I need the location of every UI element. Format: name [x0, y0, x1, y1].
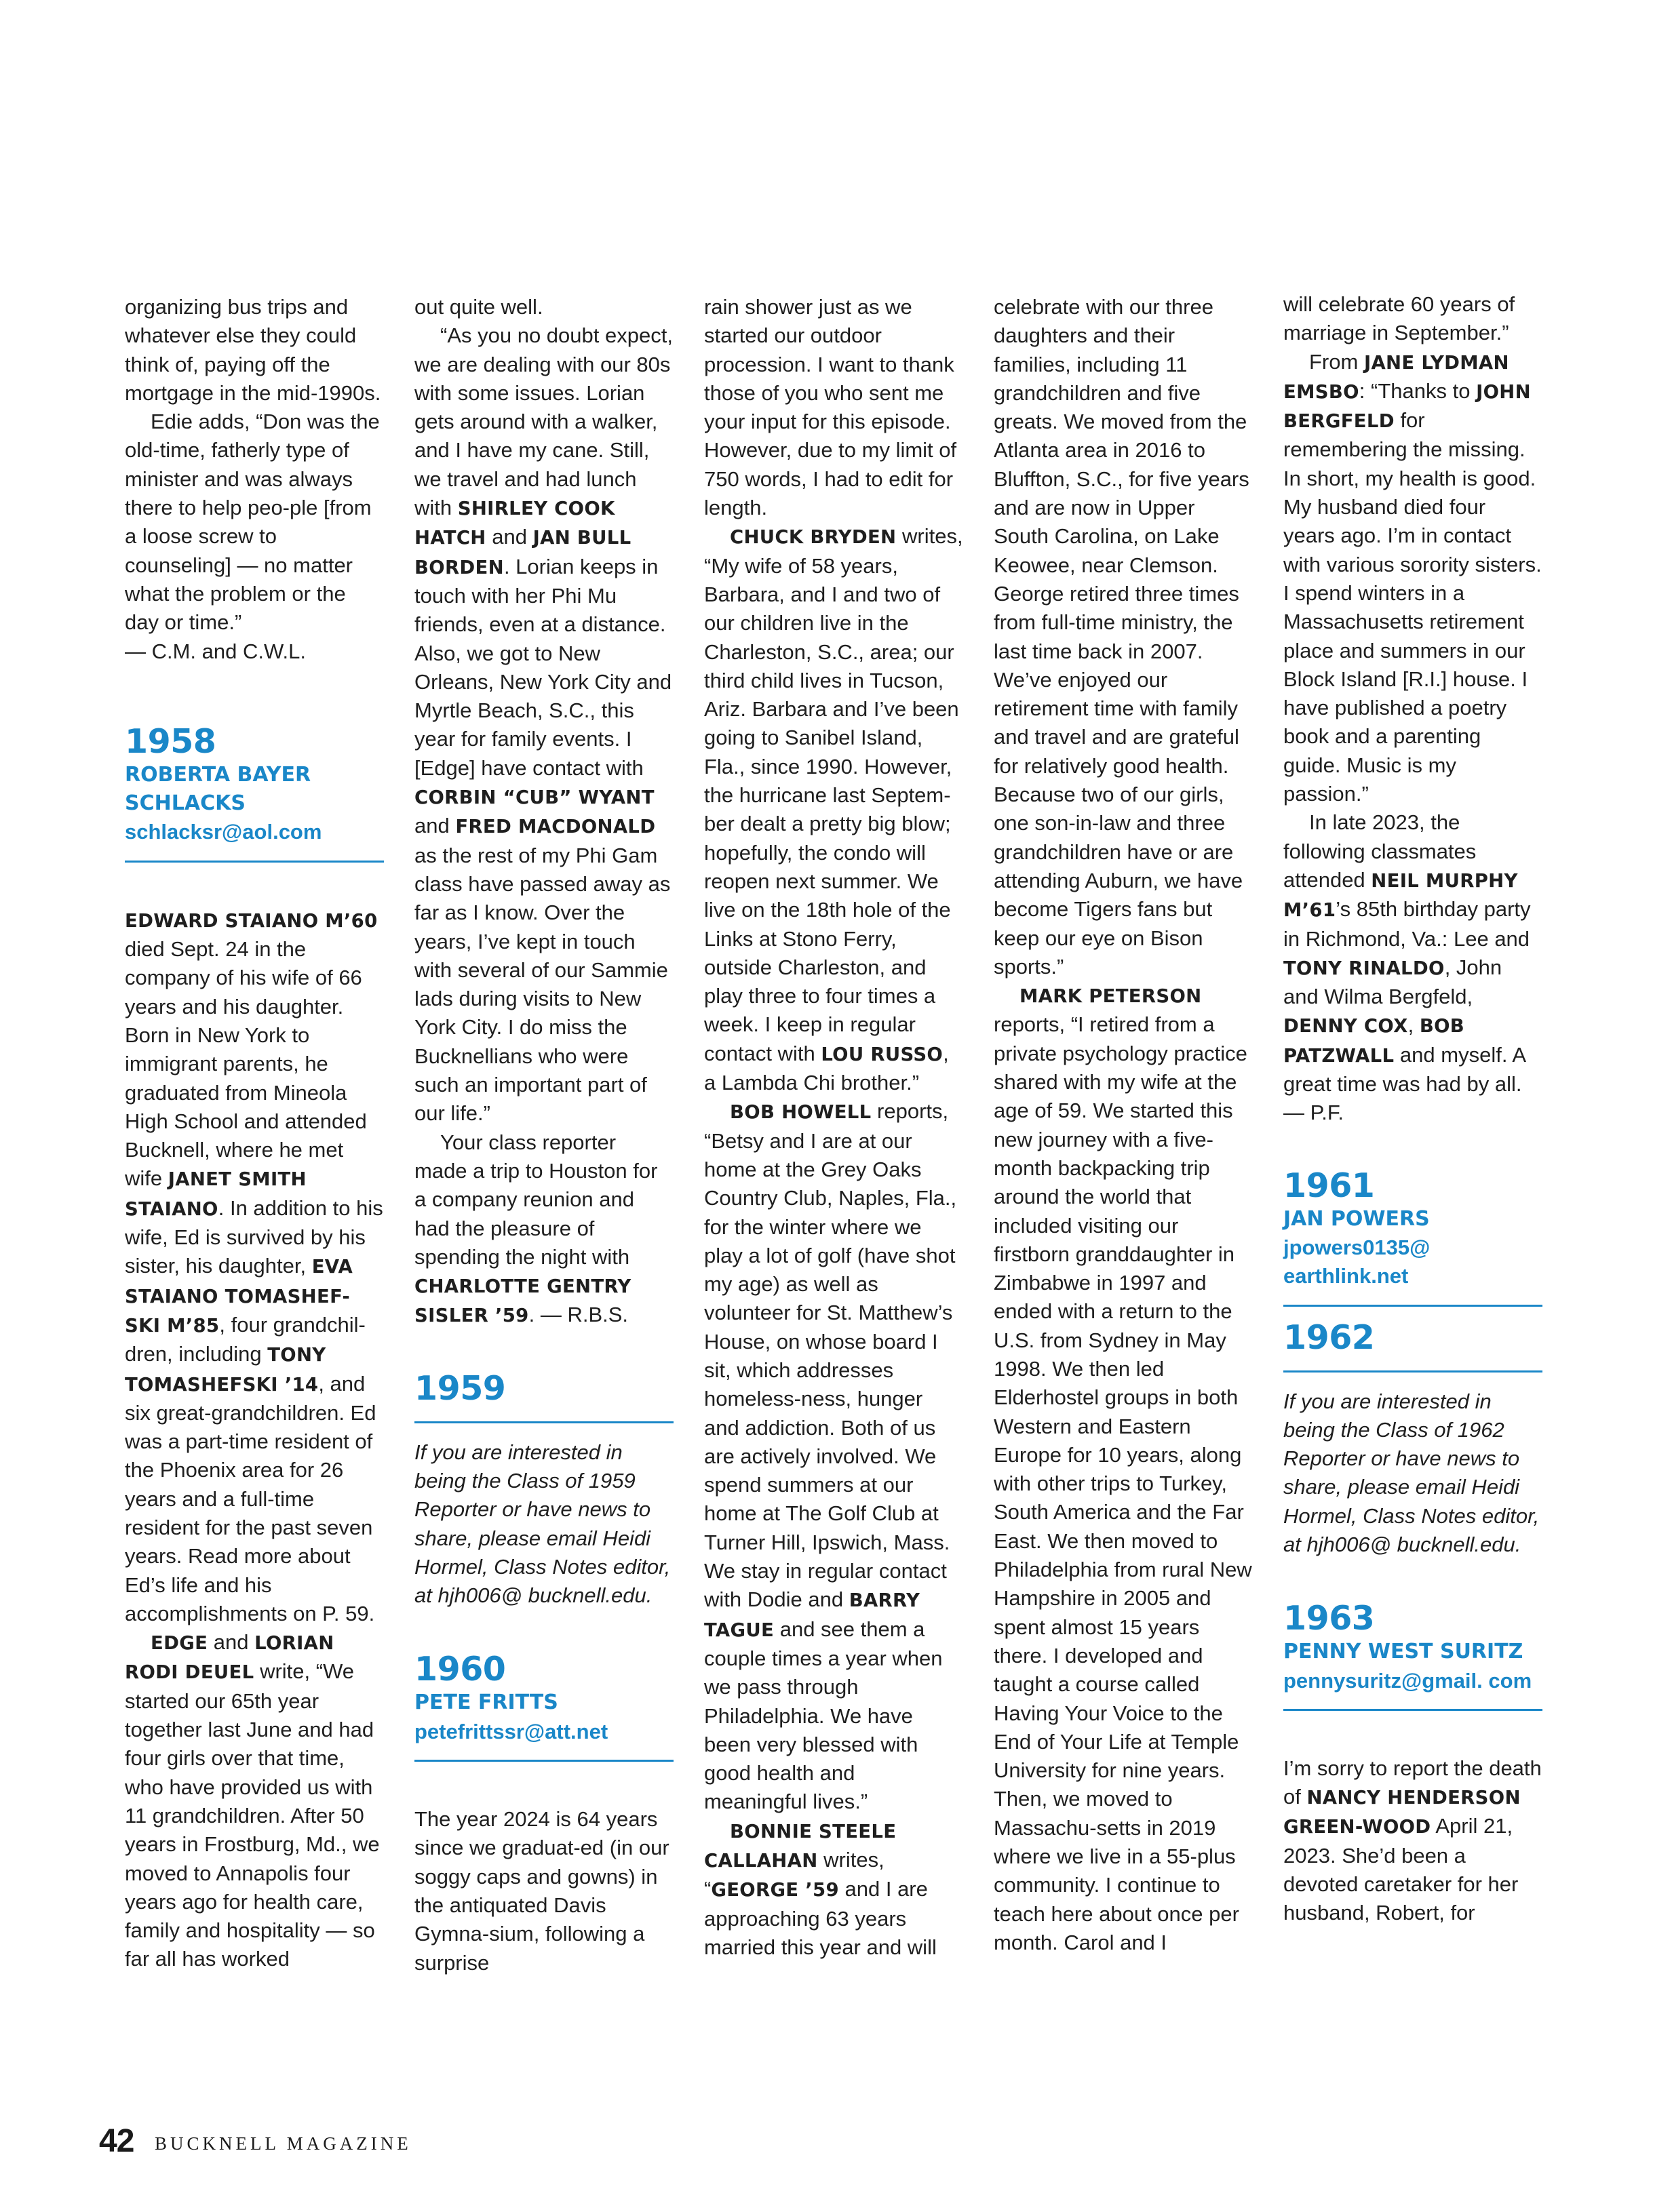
class-reporter-email[interactable]: petefrittssr@att.net: [414, 1719, 608, 1743]
classmate-name: GEORGE ’59: [711, 1879, 839, 1901]
column-2: [414, 293, 674, 1977]
class-note: MARK PETERSON reports, “I retired from a private psychology practice shared with my wife at the age of 59. We started this new journey with a five-month backpacking trip around the world that included visiting our firstborn granddaughter in Zimbabwe in 1997 and ended with a return to the U.S. from Sydney in May 1998. We then led Elderhostel groups in both Western and Eastern Europe for 10 years, along with other trips to Turkey, South America and the Far East. We then moved to Philadelphia from rural New Hampshire in 2005 and spent almost 15 years there. I developed and taught a course called Having Your Voice to the End of Your Life at Temple University for nine years. Then, we moved to Massachu-setts in 2019 where we live in a 55-plus community. I continue to teach here about once per month. Carol and I: [994, 985, 1252, 1954]
class-reporter-name: PENNY WEST SURITZ: [1283, 1640, 1523, 1664]
classmate-name: BONNIE STEELE CALLAHAN: [704, 1820, 897, 1872]
class-year-heading: 1959: [414, 1368, 506, 1408]
class-note: BONNIE STEELE CALLAHAN writes, “GEORGE ’59 and I are approaching 63 years married this year and will: [704, 1820, 937, 1959]
classmate-name: FRED MACDONALD: [455, 816, 656, 838]
classmate-name: NEIL MURPHY M’61: [1283, 869, 1518, 922]
paragraph: celebrate with our three daughters and their families, including 11 grandchildren and five greats. We moved from the Atlanta area in 2016 to Bluffton, S.C., for five years and are now in Upper South Carolina, on Lake Keowee, near Clemson. George retired three times from full-time ministry, the last time back in 2007. We’ve enjoyed our retirement time with family and travel and are grateful for relatively good health. Because two of our girls, one son-in-law and three grandchildren have or are attending Auburn, we have become Tigers fans but keep our eye on Bison sports.”: [994, 295, 1249, 979]
class-note: In late 2023, the following classmates attended NEIL MURPHY M’61’s 85th birthday party in Richmond, Va.: Lee and TONY RINALDO, John and Wilma Bergfeld, DENNY COX, BOB PATZWALL and myself. A great time was had by all. — P.F.: [1283, 810, 1531, 1125]
classmate-name: LOU RUSSO: [821, 1043, 944, 1065]
classmate-name: BOB HOWELL: [730, 1101, 872, 1124]
classmate-name: BOB PATZWALL: [1283, 1015, 1465, 1067]
class-note: CHUCK BRYDEN writes, “My wife of 58 years, Barbara, and I and two of our children live in the Charleston, S.C., area; our third child lives in Tucson, Ariz. Barbara and I’ve been going to Sanibel Island, Fla., since 1990. However, the hurricane last Septem-ber dealt a pretty big blow; hopefully, the condo will reopen next summer. We live on the 18th hole of the Links at Stono Ferry, outside Charleston, and play three to four times a week. I keep in regular contact with LOU RUSSO, a Lambda Chi brother.”: [704, 524, 963, 1095]
class-note: Your class reporter made a trip to Houston for a company reunion and had the pleasure of spending the night with CHARLOTTE GENTRY SISLER ’59. — R.B.S.: [414, 1130, 658, 1327]
class-note: “As you no doubt expect, we are dealing with our 80s with some issues. Lorian gets around with a walker, and I have my cane. Still, we travel and had lunch with SHIRLEY COOK HATCH and JAN BULL BORDEN. Lorian keeps in touch with her Phi Mu friends, even at a distance. Also, we got to New Orleans, New York City and Myrtle Beach, S.C., this year for family events. I [Edge] have contact with CORBIN “CUB” WYANT and FRED MACDONALD as the rest of my Phi Gam class have passed away as far as I know. Over the years, I’ve kept in touch with several of our Sammie lads during visits to New York City. I do miss the Bucknellians who were such an important part of our life.”: [414, 323, 673, 1126]
classmate-name: TONY RINALDO: [1283, 957, 1445, 979]
class-year-heading: 1961: [1283, 1166, 1375, 1205]
classmate-name: JOHN BERGFELD: [1283, 380, 1531, 433]
page-number: 42: [99, 2123, 134, 2159]
class-reporter-name: JAN POWERS: [1283, 1206, 1430, 1231]
class-note: EDWARD STAIANO M’60 died Sept. 24 in the company of his wife of 66 years and his daughter. Born in New York to immigrant parents, he graduated from Mineola High School and attended Bucknell, where he met wife JANET SMITH STAIANO. In addition to his wife, Ed is survived by his sister, his daughter, EVA STAIANO TOMASHEF-SKI M’85, four grandchil-dren, including TONY TOMASHEFSKI ’14, and six great-grandchildren. Ed was a part-time resident of the Phoenix area for 26 years and a full-time resident for the past seven years. Read more about Ed’s life and his accomplishments on P. 59.: [125, 909, 383, 1625]
classmate-name: TONY TOMASHEFSKI ’14: [125, 1344, 326, 1396]
column-3: [704, 293, 963, 1962]
class-reporter-email[interactable]: jpowers0135@ earthlink.net: [1283, 1235, 1431, 1288]
classmate-name: NANCY HENDERSON GREEN-WOOD: [1283, 1787, 1521, 1838]
classmate-name: JANE LYDMAN EMSBO: [1283, 351, 1509, 403]
classmate-name: JANET SMITH STAIANO: [125, 1168, 307, 1220]
class-note: I’m sorry to report the death of NANCY HENDERSON GREEN-WOOD April 21, 2023. She’d been a devoted caretaker for her husband, Robert, for: [1283, 1756, 1542, 1925]
class-year-heading: 1960: [414, 1650, 506, 1689]
classmate-name: SHIRLEY COOK HATCH: [414, 498, 615, 549]
magazine-name: BUCKNELL MAGAZINE: [155, 2133, 412, 2154]
class-note: EDGE and LORIAN RODI DEUEL write, “We started our 65th year together last June and had four girls over that time, who have provided us with 11 grandchildren. After 50 years in Frostburg, Md., we moved to Annapolis four years ago for health care, family and hospitality — so far all has worked: [125, 1630, 380, 1971]
column-4: [994, 293, 1253, 1957]
class-reporter-email[interactable]: schlacksr@aol.com: [125, 820, 322, 844]
classmate-name: EDWARD STAIANO M’60: [125, 909, 378, 932]
class-year-heading: 1963: [1283, 1599, 1375, 1638]
classmate-name: MARK PETERSON: [1019, 985, 1202, 1008]
class-reporter-notice: If you are interested in being the Class of 1959 Reporter or have news to share, please email Heidi Hormel, Class Notes editor, at hjh006@ bucknell.edu.: [414, 1440, 671, 1608]
class-reporter-name: PETE FRITTS: [414, 1691, 558, 1715]
classmate-name: DENNY COX: [1283, 1015, 1408, 1038]
class-year-heading: 1962: [1283, 1318, 1375, 1357]
paragraph: The year 2024 is 64 years since we graduat-ed (in our soggy caps and gowns) in the antiquated Davis Gymna-sium, following a surprise: [414, 1807, 669, 1975]
classmate-name: JAN BULL BORDEN: [414, 527, 631, 578]
class-year-heading: 1958: [125, 722, 216, 761]
column-1: [125, 293, 384, 1974]
classmate-name: BARRY TAGUE: [704, 1589, 920, 1641]
classmate-name: LORIAN RODI DEUEL: [125, 1632, 334, 1684]
paragraph: will celebrate 60 years of marriage in September.”: [1283, 292, 1515, 345]
classmate-name: EVA STAIANO TOMASHEF-SKI M’85: [125, 1256, 353, 1337]
paragraph: rain shower just as we started our outdoor procession. I want to thank those of you who sent me your input for this episode. However, due to my limit of 750 words, I had to edit for length.: [704, 295, 957, 520]
class-reporter-notice: If you are interested in being the Class of 1962 Reporter or have news to share, please email Heidi Hormel, Class Notes editor, at hjh006@ bucknell.edu.: [1283, 1389, 1540, 1556]
column-5: [1283, 290, 1542, 1928]
class-reporter-email[interactable]: pennysuritz@gmail. com: [1283, 1668, 1532, 1693]
signature: — C.M. and C.W.L.: [125, 639, 307, 663]
class-note: From JANE LYDMAN EMSBO: “Thanks to JOHN BERGFELD for remembering the missing. In short, my health is good. My husband died four years ago. I’m in contact with various sorority sisters. I spend winters in a Massachusetts retirement place and summers in our Block Island [R.I.] house. I have published a poetry book and a parenting guide. Music is my passion.”: [1283, 349, 1542, 806]
paragraph: Edie adds, “Don was the old-time, fatherly type of minister and was always there to help peo-ple [from a loose screw to counseling] — no matter what the problem or the day or time.”: [125, 410, 380, 635]
classmate-name: CHARLOTTE GENTRY SISLER ’59: [414, 1276, 631, 1327]
paragraph: organizing bus trips and whatever else they could think of, paying off the mortgage in the mid-1990s.: [125, 295, 381, 405]
paragraph: out quite well.: [414, 295, 543, 319]
classmate-name: CORBIN “CUB” WYANT: [414, 787, 655, 809]
classmate-name: EDGE: [151, 1632, 208, 1655]
class-note: BOB HOWELL reports, “Betsy and I are at our home at the Grey Oaks Country Club, Naples, Fla., for the winter where we play a lot of golf (have shot my age) as well as volunteer for St. Matthew’s House, on whose board I sit, which addresses homeless-ness, hunger and addiction. Both of us are actively involved. We spend summers at our home at The Golf Club at Turner Hill, Ipswich, Mass. We stay in regular contact with Dodie and BARRY TAGUE and see them a couple times a year when we pass through Philadelphia. We have been very blessed with good health and meaningful lives.”: [704, 1099, 957, 1814]
class-reporter-name: ROBERTA BAYER SCHLACKS: [125, 762, 311, 816]
classmate-name: CHUCK BRYDEN: [730, 526, 897, 549]
